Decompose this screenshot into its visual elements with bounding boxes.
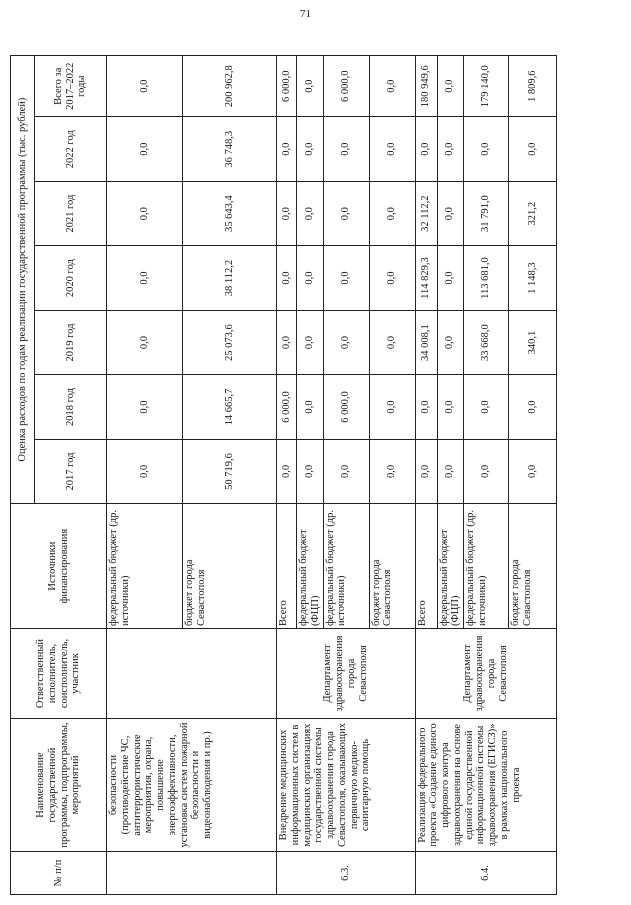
item-number: 6.4. xyxy=(415,852,557,895)
item-name: Внедрение медицинских информационных систем в медицинских организациях государственной системы здравоохранения города Севастополя, оказывающих первичную медико-санитарную помощь xyxy=(277,719,416,852)
source-cell: Всего xyxy=(415,504,437,629)
rotated-page xyxy=(10,55,538,895)
table-row xyxy=(107,56,183,895)
value-cell: 6 000,0 xyxy=(277,375,297,439)
value-cell: 0,0 xyxy=(107,375,183,439)
value-cell: 50 719,6 xyxy=(183,439,277,503)
source-cell: федеральный бюджет (др. источники) xyxy=(464,504,509,629)
value-cell: 340,1 xyxy=(509,310,557,374)
page-number: 71 xyxy=(300,8,311,20)
header-year-2020: 2020 год xyxy=(35,246,107,310)
cont-executor xyxy=(107,629,277,719)
value-cell: 0,0 xyxy=(277,117,297,181)
value-cell: 179 140,0 xyxy=(464,56,509,117)
value-cell: 0,0 xyxy=(437,439,464,503)
value-cell: 32 112,2 xyxy=(415,181,437,245)
value-cell: 0,0 xyxy=(437,181,464,245)
value-cell: 33 668,0 xyxy=(464,310,509,374)
value-cell: 0,0 xyxy=(437,117,464,181)
value-cell: 35 643,4 xyxy=(183,181,277,245)
item-number: 6.3. xyxy=(277,852,416,895)
header-total: Всего за 2017–2022 годы xyxy=(35,56,107,117)
value-cell: 0,0 xyxy=(415,117,437,181)
value-cell: 6 000,0 xyxy=(323,375,369,439)
table-row xyxy=(277,56,297,895)
value-cell: 200 962,8 xyxy=(183,56,277,117)
value-cell: 0,0 xyxy=(509,439,557,503)
value-cell: 0,0 xyxy=(107,181,183,245)
table-row xyxy=(415,56,437,895)
value-cell: 31 791,0 xyxy=(464,181,509,245)
header-year-2019: 2019 год xyxy=(35,310,107,374)
value-cell: 6 000,0 xyxy=(277,56,297,117)
cont-name: безопасности (противодействие ЧС, антитеррористические мероприятия, охрана, повышение энергоэффективности, установка систем пожарной безопасности и видеонаблюдения и пр.) xyxy=(107,719,277,852)
source-cell: бюджет города Севастополя xyxy=(509,504,557,629)
value-cell: 0,0 xyxy=(297,181,324,245)
value-cell: 0,0 xyxy=(369,375,415,439)
value-cell: 34 008,1 xyxy=(415,310,437,374)
value-cell: 0,0 xyxy=(415,439,437,503)
value-cell: 38 112,2 xyxy=(183,246,277,310)
value-cell: 0,0 xyxy=(437,56,464,117)
cont-no xyxy=(107,852,277,895)
value-cell: 0,0 xyxy=(277,310,297,374)
value-cell: 0,0 xyxy=(107,310,183,374)
budget-table xyxy=(10,55,557,895)
value-cell: 36 748,3 xyxy=(183,117,277,181)
value-cell: 0,0 xyxy=(107,56,183,117)
value-cell: 0,0 xyxy=(437,375,464,439)
header-executor: Ответственный исполнитель, соисполнитель, участник xyxy=(11,629,107,719)
header-source: Источники финансирования xyxy=(11,504,107,629)
value-cell: 0,0 xyxy=(437,246,464,310)
source-cell: бюджет города Севастополя xyxy=(369,504,415,629)
value-cell: 0,0 xyxy=(464,439,509,503)
source-cell: федеральный бюджет (ФЦП) xyxy=(297,504,324,629)
value-cell: 0,0 xyxy=(297,439,324,503)
value-cell: 0,0 xyxy=(323,310,369,374)
value-cell: 0,0 xyxy=(277,246,297,310)
value-cell: 0,0 xyxy=(297,56,324,117)
header-estimate: Оценка расходов по годам реализации государственной программы (тыс. рублей) xyxy=(11,56,35,504)
value-cell: 113 681,0 xyxy=(464,246,509,310)
value-cell: 0,0 xyxy=(369,56,415,117)
value-cell: 0,0 xyxy=(323,246,369,310)
source-cell: бюджет города Севастополя xyxy=(183,504,277,629)
value-cell: 0,0 xyxy=(107,246,183,310)
header-year-2018: 2018 год xyxy=(35,375,107,439)
source-cell: Всего xyxy=(277,504,297,629)
value-cell: 0,0 xyxy=(369,439,415,503)
value-cell: 0,0 xyxy=(277,439,297,503)
value-cell: 0,0 xyxy=(277,181,297,245)
source-cell: федеральный бюджет (др. источники) xyxy=(323,504,369,629)
value-cell: 0,0 xyxy=(415,375,437,439)
value-cell: 0,0 xyxy=(107,117,183,181)
item-executor: Департамент здравоохранения города Севастополя xyxy=(415,629,557,719)
value-cell: 0,0 xyxy=(509,375,557,439)
item-name: Реализация федерального проекта «Создание единого цифрового контура здравоохранения на основе единой государственной информационной системы здравоохранения (ЕГИСЗ)» в рамках национального проекта xyxy=(415,719,557,852)
value-cell: 0,0 xyxy=(464,375,509,439)
value-cell: 0,0 xyxy=(509,117,557,181)
source-cell: федеральный бюджет (ФЦП) xyxy=(437,504,464,629)
header-year-2021: 2021 год xyxy=(35,181,107,245)
value-cell: 0,0 xyxy=(297,246,324,310)
header-year-2022: 2022 год xyxy=(35,117,107,181)
value-cell: 1 809,6 xyxy=(509,56,557,117)
value-cell: 0,0 xyxy=(323,181,369,245)
value-cell: 0,0 xyxy=(437,310,464,374)
value-cell: 0,0 xyxy=(369,117,415,181)
value-cell: 180 949,6 xyxy=(415,56,437,117)
value-cell: 25 073,6 xyxy=(183,310,277,374)
value-cell: 0,0 xyxy=(369,310,415,374)
value-cell: 0,0 xyxy=(369,181,415,245)
value-cell: 0,0 xyxy=(369,246,415,310)
value-cell: 0,0 xyxy=(323,439,369,503)
value-cell: 1 148,3 xyxy=(509,246,557,310)
value-cell: 0,0 xyxy=(297,117,324,181)
source-cell: федеральный бюджет (др. источники) xyxy=(107,504,183,629)
header-name: Наименование государственной программы, подпрограммы, мероприятий xyxy=(11,719,107,852)
header-year-2017: 2017 год xyxy=(35,439,107,503)
header-no: № п/п xyxy=(11,852,107,895)
value-cell: 14 665,7 xyxy=(183,375,277,439)
value-cell: 0,0 xyxy=(464,117,509,181)
value-cell: 0,0 xyxy=(297,310,324,374)
value-cell: 6 000,0 xyxy=(323,56,369,117)
value-cell: 321,2 xyxy=(509,181,557,245)
value-cell: 114 829,3 xyxy=(415,246,437,310)
value-cell: 0,0 xyxy=(107,439,183,503)
value-cell: 0,0 xyxy=(323,117,369,181)
item-executor: Департамент здравоохранения города Севастополя xyxy=(277,629,416,719)
value-cell: 0,0 xyxy=(297,375,324,439)
